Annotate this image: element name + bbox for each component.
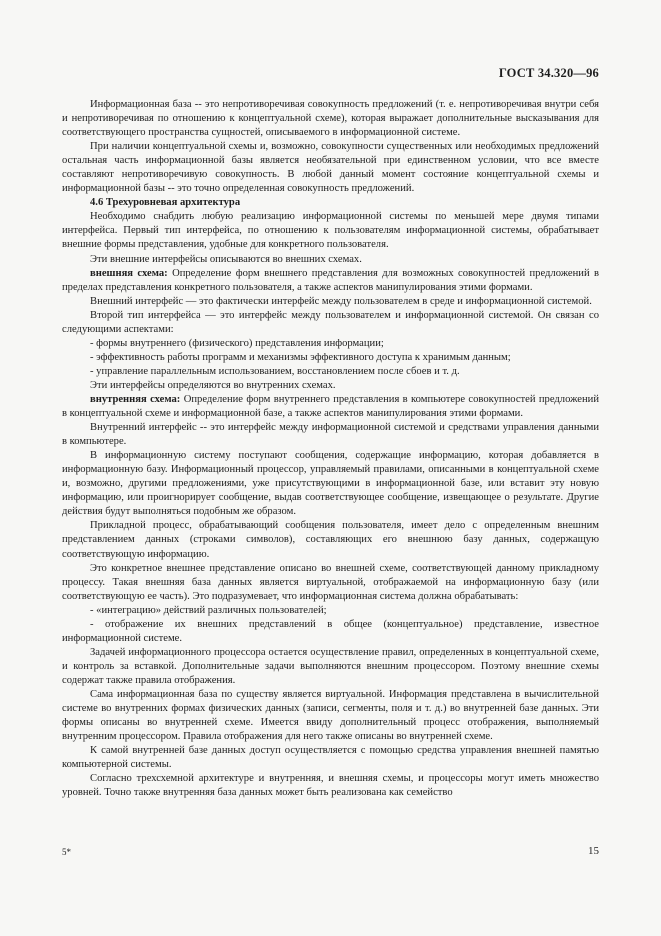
- definition-paragraph: [62, 267, 599, 295]
- list-item: - эффективность работы программ и механизмы эффективного доступа к хранимым данным;: [90, 351, 511, 363]
- paragraph: Необходимо снабдить любую реализацию информационной системы по меньшей мере двумя типами интерфейса. Первый тип интерфейса, по отношению к пользователям информационной системы, обрабатывает внешние формы представления, удобные для конкретного пользователя.: [62, 211, 599, 251]
- definition-term: внешняя схема:: [90, 267, 168, 279]
- paragraph: В информационную систему поступают сообщения, содержащие информацию, которая добавляется в информационную базу. Информационный процессор, управляемый правилами, описанными в концептуальной схеме и, возможно, другими предложениями, уже присутствующими в информационной базе, или вставит эту новую информацию, или проигнорирует сообщение, выдав соответствующее сообщение, извещающее о результате. Другие действия будут выполняться подобным же образом.: [62, 450, 599, 518]
- standard-code-header: ГОСТ 34.320—96: [498, 66, 599, 80]
- paragraph: Информационная база -- это непротиворечивая совокупность предложений (т. е. непротиворечивая внутри себя и непротиворечивая по отношению к концептуальной схеме), которая выражает дополнительные высказывания для соответствующего пространства сущностей, описываемого в информационной системе.: [62, 99, 599, 139]
- page-number: 15: [588, 845, 599, 857]
- paragraph: Согласно трехсхемной архитектуре и внутренняя, и внешняя схемы, и процессоры могут иметь множество уровней. Точно также внутренняя база данных может быть реализована как семейство: [62, 773, 599, 799]
- paragraph: Задачей информационного процессора остается осуществление правил, определенных в концептуальной схеме, и контроль за вставкой. Дополнительные задачи выполняются внешним процессором. Поэтому внешние схемы содержат также правила отображения.: [62, 646, 599, 686]
- definition-term: внутренняя схема:: [90, 393, 181, 405]
- paragraph: Это конкретное внешнее представление описано во внешней схеме, соответствующей данному прикладному процессу. Такая внешняя база данных является виртуальной, отображаемой на информационную базу (или соответствующую ее часть). Это подразумевает, что информационная система должна обрабатывать:: [62, 562, 599, 602]
- definition-text: Определение форм внешнего представления для возможных совокупностей предложений в пределах представления конкретного пользователя, а также аспектов манипулирования этими формами.: [62, 267, 599, 293]
- body-text: [62, 98, 599, 800]
- list-item: - управление параллельным использованием, восстановлением после сбоев и т. д.: [90, 365, 460, 377]
- list-item: - формы внутреннего (физического) представления информации;: [90, 337, 384, 349]
- paragraph: Внешний интерфейс — это фактически интерфейс между пользователем в среде и информационной системой.: [90, 295, 592, 307]
- paragraph: Прикладной процесс, обрабатывающий сообщения пользователя, имеет дело с определенным внешним представлением данных (строками символов), составляющих его внешнюю базу данных, содержащую соответствующую информацию.: [62, 520, 599, 560]
- paragraph: Внутренний интерфейс -- это интерфейс между информационной системой и средствами управления данными в компьютере.: [62, 422, 599, 448]
- paragraph: При наличии концептуальной схемы и, возможно, совокупности существенных или необходимых предложений остальная часть информационной базы является необязательной при единственном условии, что все вместе составляют непротиворечивую совокупность. В любой данный момент состояние концептуальной схемы и информационной базы -- это точно определенная совокупность предложений.: [62, 141, 599, 195]
- paragraph: Эти внешние интерфейсы описываются во внешних схемах.: [90, 253, 362, 265]
- definition-paragraph: [62, 393, 599, 421]
- paragraph: Сама информационная база по существу является виртуальной. Информация представлена в вычислительной системе во внутренних формах физических данных (записи, сегменты, поля и т. д.) во внутренней базе данных. Эти формы описаны во внутренней схеме. Имеется ввиду дополнительный процесс отображения, выполняемый внутренним процессором. Правила отображения для него также описаны во внутренней схеме.: [62, 688, 599, 743]
- list-item: - отображение их внешних представлений в общее (концептуальное) представление, известное информационной системе.: [62, 618, 599, 644]
- signature-mark: 5*: [62, 847, 71, 857]
- paragraph: К самой внутренней базе данных доступ осуществляется с помощью средства управления внешней памятью компьютерной системы.: [62, 745, 599, 771]
- section-heading: 4.6 Трехуровневая архитектура: [90, 197, 241, 209]
- list-item: - «интеграцию» действий различных пользователей;: [90, 604, 327, 616]
- paragraph: Второй тип интерфейса — это интерфейс между пользователем и информационной системой. Он связан со следующими аспектами:: [62, 309, 599, 335]
- definition-text: Определение форм внутреннего представления в компьютере совокупностей предложений в концептуальной схеме и информационной базе, а также аспектов манипулирования этими формами.: [62, 393, 599, 420]
- paragraph: Эти интерфейсы определяются во внутренних схемах.: [90, 379, 336, 391]
